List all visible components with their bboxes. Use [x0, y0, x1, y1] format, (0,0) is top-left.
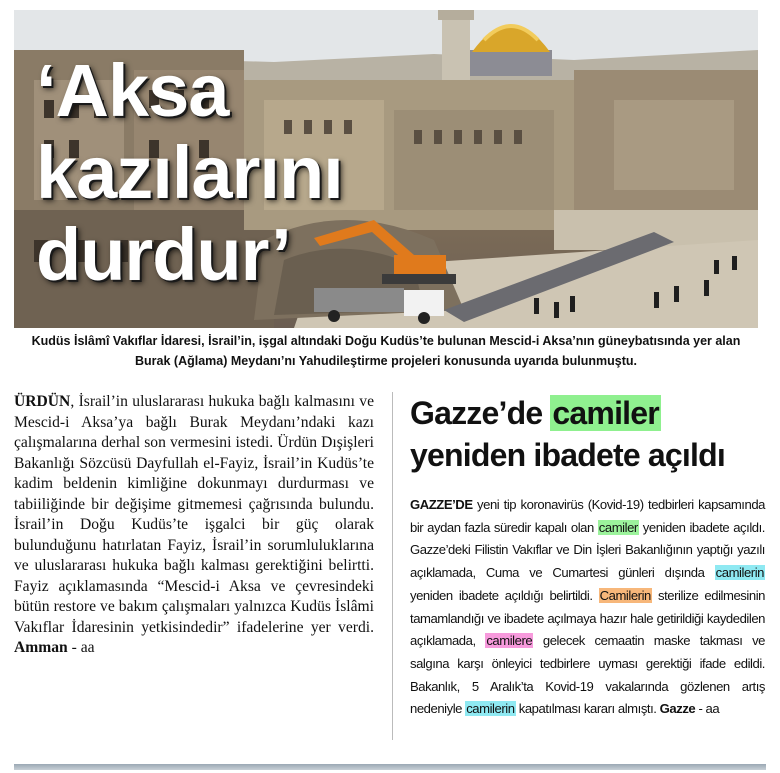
highlighted-word: camilere — [486, 633, 533, 649]
gaza-article-body — [410, 494, 765, 721]
gaza-article-title — [410, 392, 770, 476]
body-segment: sterilize edilmesinin tamamlandığı ve ibadete açılmaya hazır hale getirildiği kaydedilen açıklamada, — [410, 587, 765, 649]
title-text-start: Gazze’de — [410, 395, 551, 431]
headline-line-2: kazılarını — [36, 131, 343, 214]
news-photo — [14, 10, 758, 328]
highlighted-word: camilerin — [715, 565, 764, 581]
headline-line-3: durdur’ — [36, 213, 291, 296]
article-source-agency: - aa — [695, 701, 720, 717]
article-source-city: Gazze — [659, 701, 696, 717]
body-segment: yeni tip koronavirüs (Kovid-19) tedbirleri kapsamında bir aydan fazla süredir kapalı olan — [410, 497, 765, 535]
photo-headline — [36, 50, 343, 296]
article-body: , İsrail’in uluslararası hukuka bağlı kalmasını ve Mescid-i Aksa’ya bağlı Burak Meydanı’ndaki kazı çalışmalarına derhal son vermesini istedi. Ürdün Dışişleri Bakanlığı Sözcüsü Dayfullah el-Fayiz, İsrail’in Kudüs’te kadim beldenin kimliğine dokunmayı durdurması ve tabiiliğinde bir değişime gitmemesi çağrısında bulundu. İsrail’in Doğu Kudüs’te işgalci bir güç olarak bulunduğunu hatırlatan Fayiz, İsrail’in sorumluluklarına ve uluslararası hukuka bağlı kalması gerektiğini belirtti. Fayiz açıklamasında “Mescid-i Aksa ve çevresindeki bütün restore ve bakım çalışmaları yalnızca Kudüs İslâmi Vakıflar İdaresinin yetkisindedir” ifadelerine yer verdi. — [14, 393, 374, 636]
headline-line-1: ‘Aksa — [36, 49, 229, 132]
article-lead-word: ÜRDÜN — [14, 393, 71, 410]
body-segment: gelecek cemaatin maske takması ve salgına karşı önleyici tedbirlere uyması gerektiği ifade edildi. Bakanlık, 5 Aralık’ta Kovid-19 vakalarında gözlenen artış nedeniyle — [410, 633, 765, 717]
column-divider — [392, 392, 393, 740]
body-segment: kapatılması kararı almıştı. — [515, 701, 660, 717]
body-segment: yeniden ibadete açıldı. Gazze’deki Filistin Vakıflar ve Din İşleri Bakanlığının yaptığı yazılı açıklamada, Cuma ve Cumartesi günleri dışında — [410, 519, 765, 581]
article-source-agency: - aa — [67, 639, 95, 656]
article-lead-word: GAZZE’DE — [410, 497, 473, 512]
page-bottom-bar — [14, 764, 766, 770]
highlighted-word: camilerin — [466, 701, 515, 717]
title-highlight-word: camiler — [552, 395, 659, 431]
highlighted-word: Camilerin — [599, 587, 651, 603]
photo-caption: Kudüs İslâmî Vakıflar İdaresi, İsrail’in, işgal altındaki Doğu Kudüs’te bulunan Mescid-i Aksa’nın güneybatısında yer alan Burak (Ağlama) Meydanı’nı Yahudileştirme projeleri konusunda uyarıda bulunmuştu. — [31, 334, 741, 368]
article-source-city: Amman — [14, 639, 68, 656]
title-text-end: yeniden ibadete açıldı — [410, 437, 725, 473]
highlighted-word: camiler — [598, 519, 638, 535]
body-segment: yeniden ibadete açıldığı belirtildi. — [410, 587, 599, 603]
jordan-article — [14, 392, 374, 659]
